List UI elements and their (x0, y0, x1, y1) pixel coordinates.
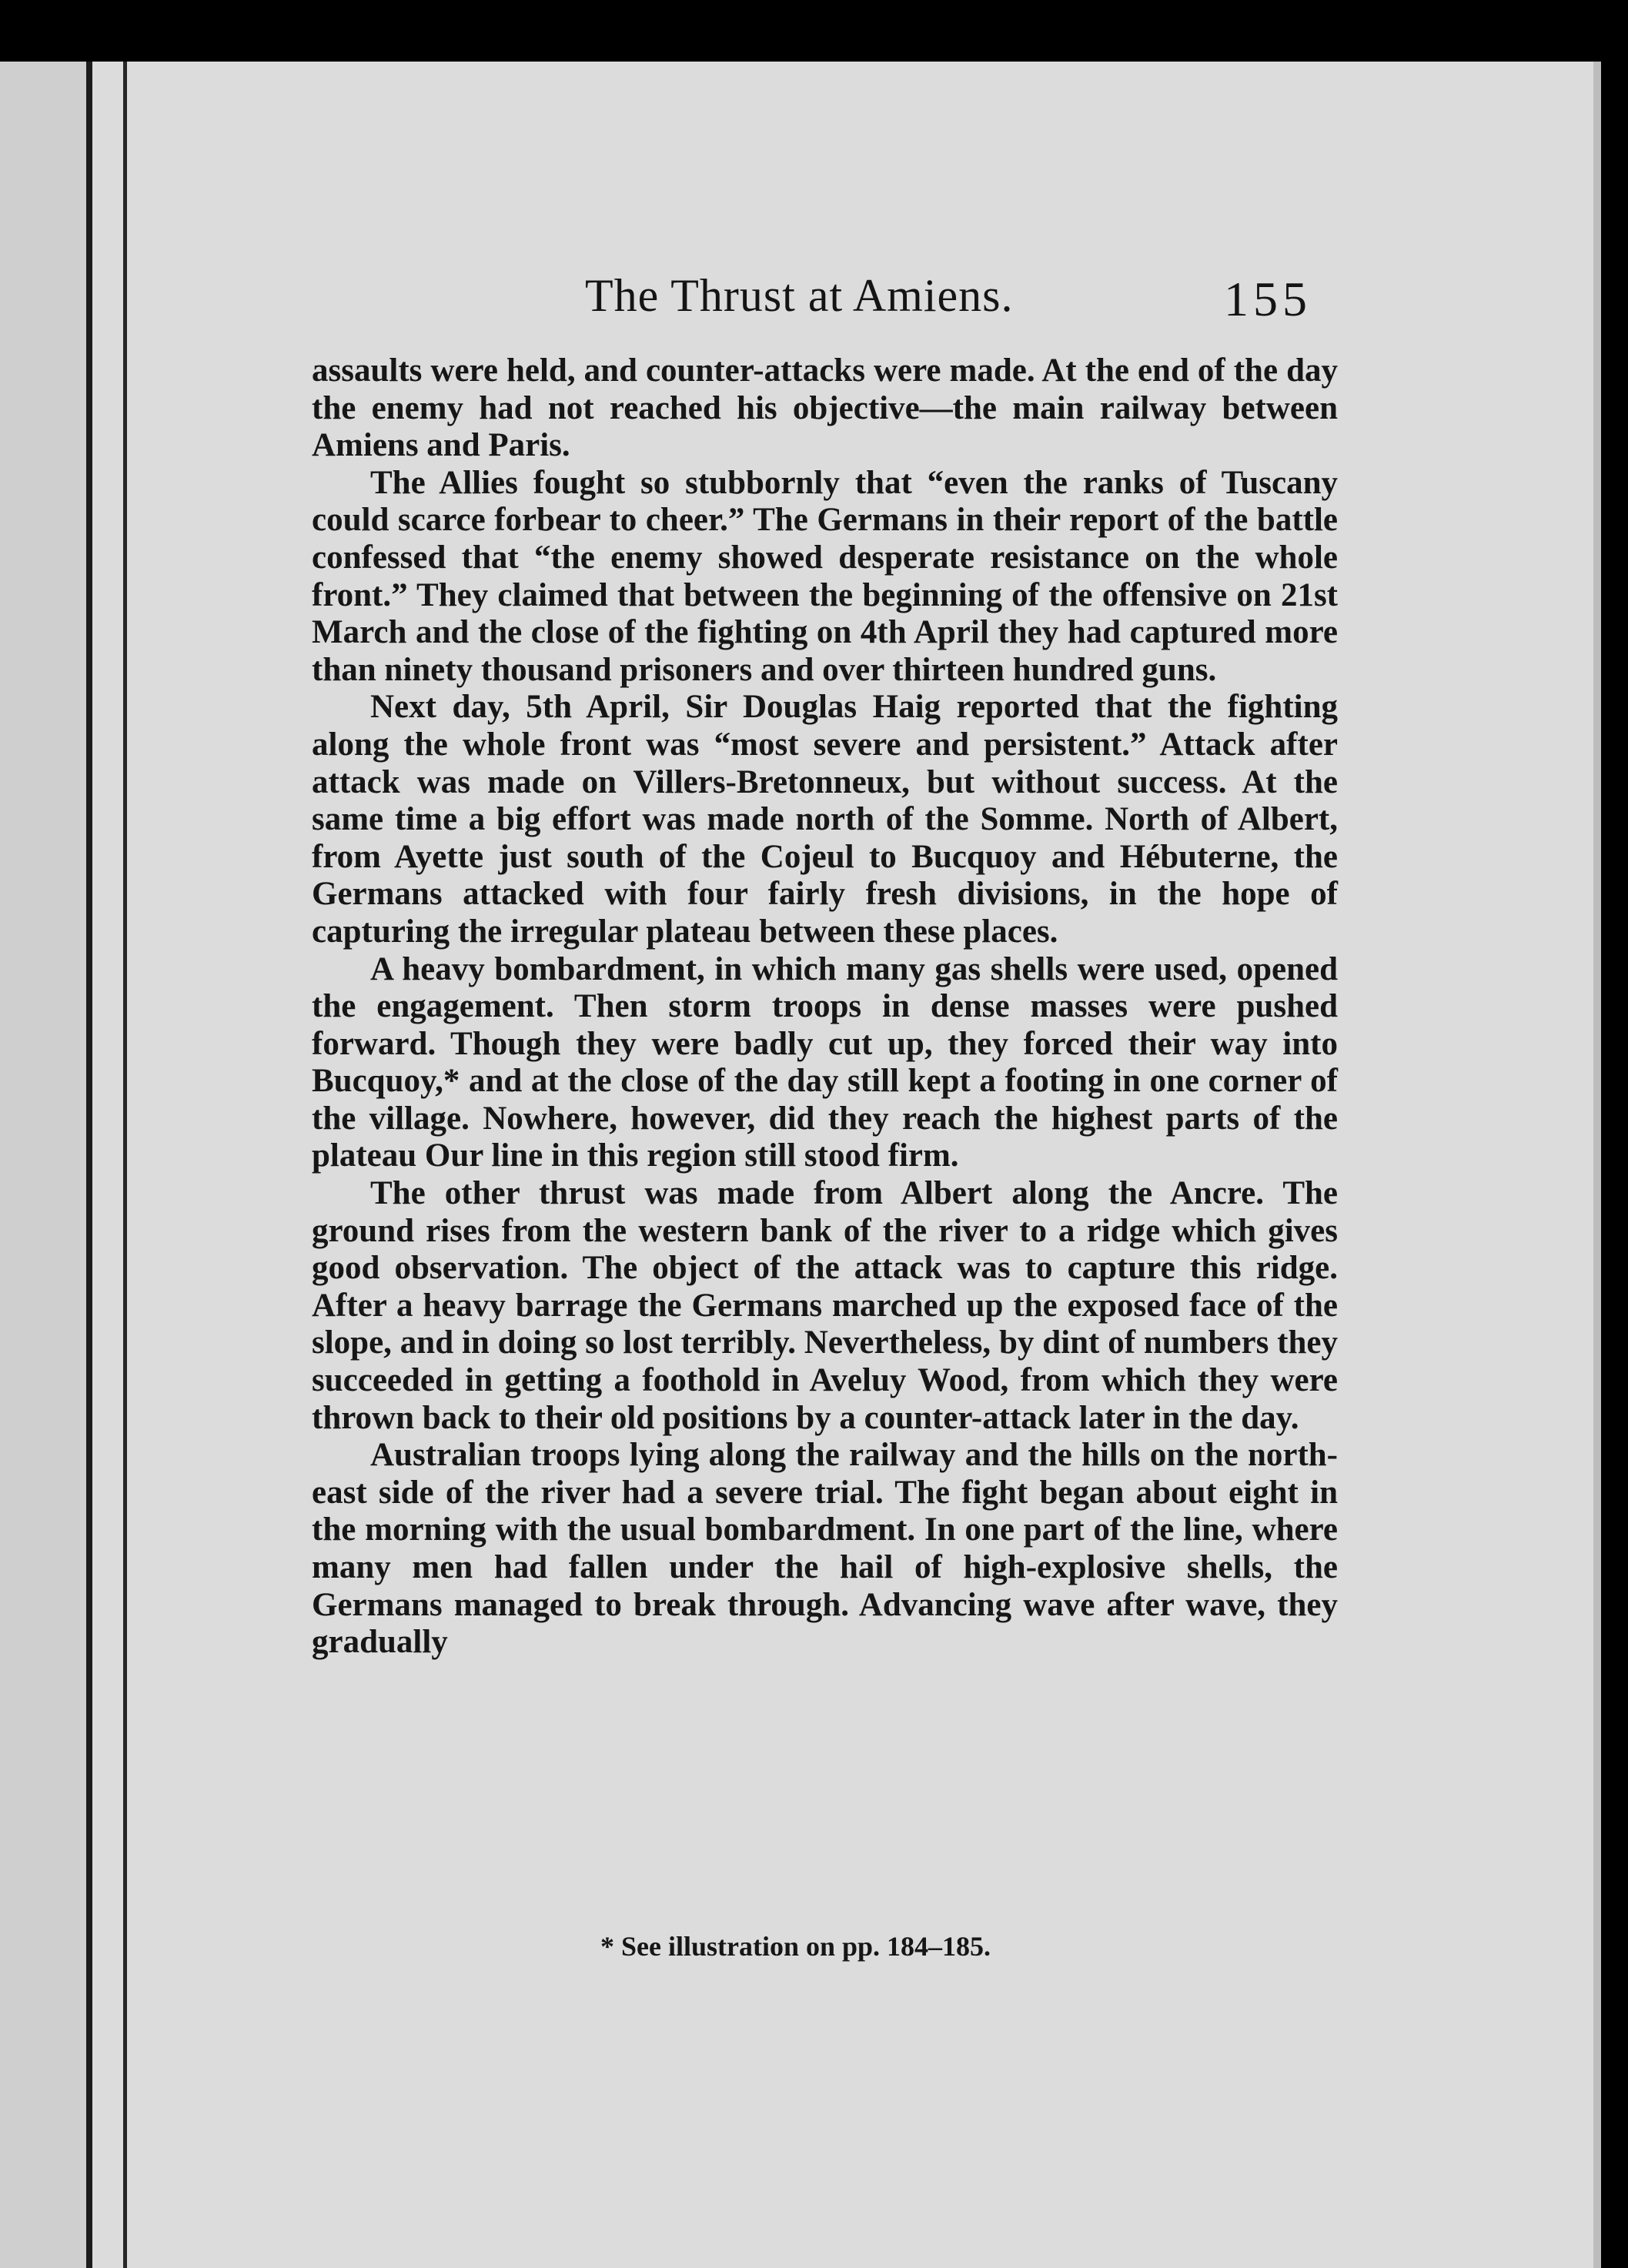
binding-shadow-line (123, 62, 127, 2268)
paragraph: Australian troops lying along the railway and the hills on the north-east side of the river had a severe trial. The fight began about eight in the morning with the usual bombardment. In one part of the line, where many men had fallen under the hail of high-explosive shells, the Germans managed to break through. Advancing wave after wave, they gradually (312, 1437, 1338, 1661)
paragraph: assaults were held, and counter-attacks were made. At the end of the day the enemy had not reached his objective—the main railway between Amiens and Paris. (312, 352, 1338, 464)
paragraph: The Allies fought so stubbornly that “even the ranks of Tuscany could scarce forbear to cheer.” The Germans in their report of the battle confessed that “the enemy showed desperate resistance on the whole front.” They claimed that between the beginning of the offensive on 21st March and the close of the fighting on 4th April they had captured more than ninety thousand prisoners and over thirteen hundred guns. (312, 464, 1338, 688)
paragraph: Next day, 5th April, Sir Douglas Haig reported that the fighting along the whole front was “most severe and persistent.” Attack after attack was made on Villers-Bretonneux, but without success. At the same time a big effort was made north of the Somme. North of Albert, from Ayette just south of the Cojeul to Bucquoy and Hébuterne, the Germans attacked with four fairly fresh divisions, in the hope of capturing the irregular plateau between these places. (312, 689, 1338, 950)
page-right-edge (1593, 62, 1601, 2268)
binding-edge-line (86, 62, 92, 2268)
running-title: The Thrust at Amiens. (585, 270, 1014, 321)
body-text (312, 352, 1338, 1662)
paragraph: The other thrust was made from Albert along the Ancre. The ground rises from the western bank of the river to a ridge which gives good observation. The object of the attack was to capture this ridge. After a heavy barrage the Germans marched up the exposed face of the slope, and in doing so lost terribly. Nevertheless, by dint of numbers they succeeded in getting a foothold in Aveluy Wood, from which they were thrown back to their old positions by a counter-attack later in the day. (312, 1175, 1338, 1436)
book-page (0, 62, 1601, 2268)
paragraph: A heavy bombardment, in which many gas shells were used, opened the engagement. Then storm troops in dense masses were pushed forward. Though they were badly cut up, they forced their way into Bucquoy,* and at the close of the day still kept a footing in one corner of the village. Nowhere, however, did they reach the highest parts of the plateau Our line in this region still stood firm. (312, 950, 1338, 1174)
page-number: 155 (1224, 272, 1312, 326)
footnote: * See illustration on pp. 184–185. (600, 1931, 991, 1962)
page-gutter (0, 62, 86, 2268)
